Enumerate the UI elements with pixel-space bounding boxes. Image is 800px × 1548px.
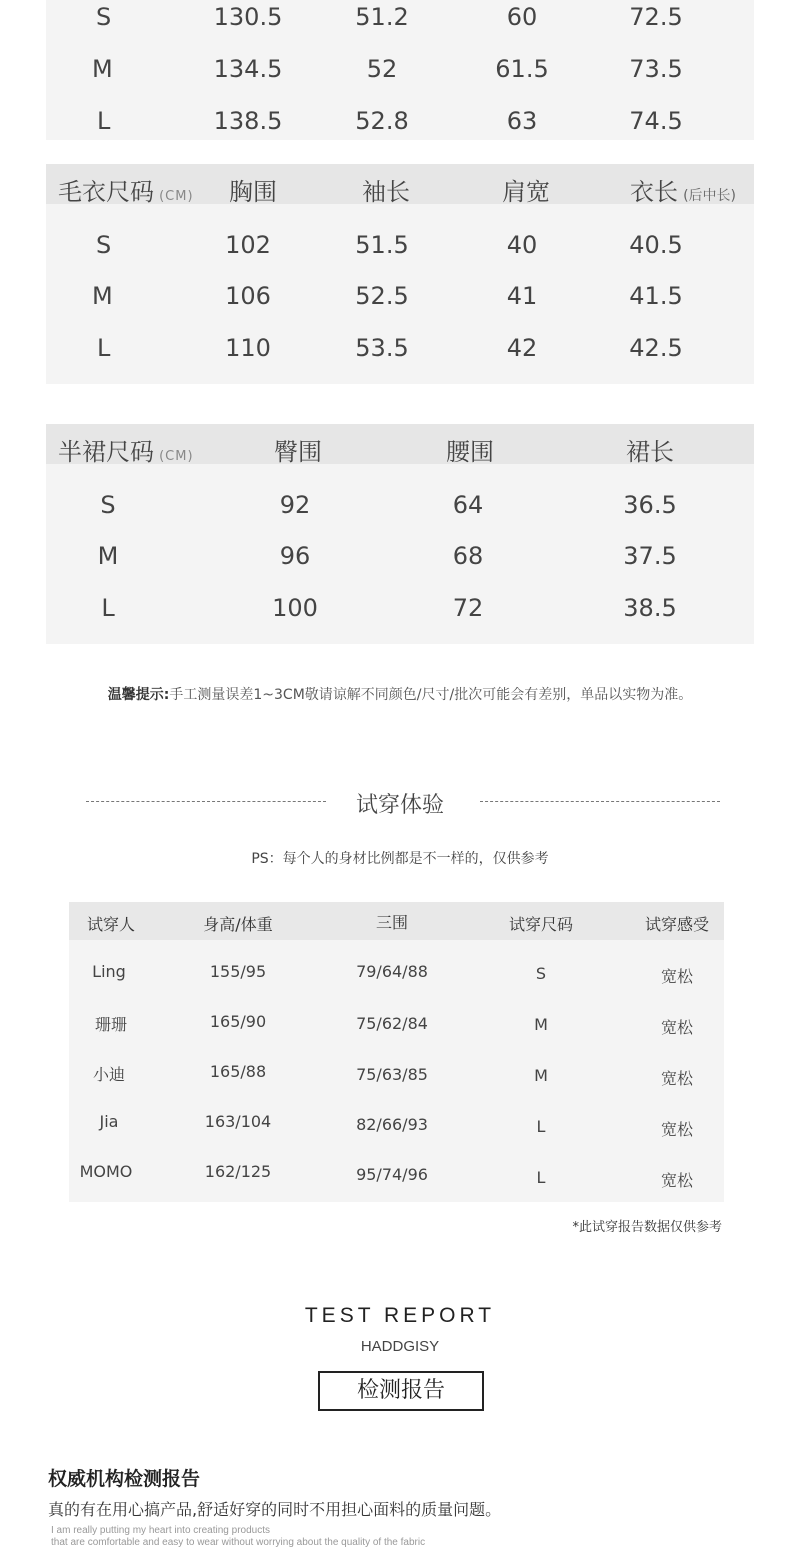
table-cell: 37.5	[623, 542, 677, 570]
try-on-title-text: 试穿体验	[355, 793, 444, 818]
warm-tip-text: 手工测量误差1~3CM敬请谅解不同颜色/尺寸/批次可能会有差别，单品以实物为准。	[169, 687, 693, 703]
table-cell: 52.5	[355, 282, 409, 310]
table-cell: 95/74/96	[356, 1165, 428, 1184]
header-length-label: 衣长	[630, 178, 678, 206]
table-cell: 82/66/93	[356, 1115, 428, 1134]
skirt-table-title	[58, 432, 194, 467]
try-on-note: *此试穿报告数据仅供参考	[572, 1220, 722, 1235]
table-cell: 宽松	[660, 967, 694, 986]
size-label: S	[96, 231, 112, 259]
table-cell: 宽松	[660, 1120, 694, 1139]
warm-tip-label: 温馨提示:	[107, 687, 170, 703]
table-cell: MOMO	[79, 1162, 133, 1181]
table-cell: 珊珊	[94, 1015, 128, 1034]
table-cell: 155/95	[209, 962, 267, 981]
size-label: L	[97, 334, 111, 362]
table-cell: 110	[225, 334, 271, 362]
test-report-title: TEST REPORT	[304, 1304, 496, 1327]
table-cell: 75/62/84	[356, 1014, 428, 1033]
try-on-ps: PS：每个人的身材比例都是不一样的，仅供参考	[251, 851, 549, 867]
table-cell: 36.5	[623, 491, 677, 519]
table-cell: M	[534, 1066, 548, 1085]
table-cell: 小迪	[92, 1065, 126, 1084]
table-cell: 51.2	[355, 3, 409, 31]
table-cell: M	[534, 1015, 548, 1034]
table-cell: 52	[366, 55, 398, 83]
header-sleeve: 袖长	[362, 178, 410, 206]
authority-subtitle: 真的有在用心搞产品,舒适好穿的同时不用担心面料的质量问题。	[48, 1500, 502, 1519]
sweater-size-table	[46, 164, 754, 384]
sweater-table-title	[58, 172, 194, 207]
header-feeling: 试穿感受	[644, 915, 710, 934]
table-cell: 64	[452, 491, 484, 519]
table-cell: 宽松	[660, 1171, 694, 1190]
table-cell: 宽松	[660, 1018, 694, 1037]
table-cell: 40.5	[629, 231, 683, 259]
table-cell: 42.5	[629, 334, 683, 362]
size-label: L	[101, 594, 115, 622]
size-label: M	[92, 282, 113, 310]
table-cell: L	[536, 1117, 546, 1136]
table-cell: 53.5	[355, 334, 409, 362]
table-cell: 63	[506, 107, 538, 135]
table-cell: Jia	[99, 1112, 119, 1131]
unit-label: (CM)	[159, 189, 194, 204]
table-cell: 52.8	[355, 107, 409, 135]
table-cell: 163/104	[204, 1112, 272, 1131]
header-height-weight: 身高/体重	[203, 915, 273, 934]
header-shoulder: 肩宽	[502, 178, 550, 206]
top-size-table	[46, 0, 754, 140]
size-label: M	[92, 55, 113, 83]
table-title: 半裙尺码	[58, 438, 154, 466]
header-measurements: 三围	[375, 913, 409, 932]
header-tester: 试穿人	[86, 915, 136, 934]
try-on-title	[0, 788, 800, 818]
table-cell: 100	[272, 594, 318, 622]
table-cell: S	[535, 964, 547, 983]
table-cell: 72.5	[629, 3, 683, 31]
table-cell: 106	[225, 282, 271, 310]
table-cell: 96	[279, 542, 311, 570]
table-cell: 75/63/85	[356, 1065, 428, 1084]
table-title: 毛衣尺码	[58, 178, 154, 206]
table-cell: 162/125	[204, 1162, 272, 1181]
table-cell: L	[536, 1168, 546, 1187]
table-cell: 38.5	[623, 594, 677, 622]
test-report-button[interactable]: 检测报告	[318, 1371, 484, 1411]
header-length	[630, 172, 736, 207]
table-cell: 74.5	[629, 107, 683, 135]
table-cell: 51.5	[355, 231, 409, 259]
table-cell: 68	[452, 542, 484, 570]
size-label: S	[100, 491, 116, 519]
table-cell: 138.5	[213, 107, 283, 135]
table-cell: 130.5	[213, 3, 283, 31]
brand-name: HADDGISY	[360, 1338, 440, 1355]
header-waist: 腰围	[446, 438, 494, 466]
table-cell: 40	[506, 231, 538, 259]
table-cell: 60	[506, 3, 538, 31]
size-label: L	[97, 107, 111, 135]
table-cell: 73.5	[629, 55, 683, 83]
size-label: M	[97, 542, 119, 570]
table-cell: 宽松	[660, 1069, 694, 1088]
table-cell: 42	[506, 334, 538, 362]
header-length-note: (后中长)	[683, 188, 737, 204]
header-skirt-length: 裙长	[626, 438, 674, 466]
authority-english-line2: that are comfortable and easy to wear without worrying about the quality of the fabric	[51, 1537, 426, 1548]
warm-tip	[0, 684, 800, 704]
table-cell: 134.5	[213, 55, 283, 83]
authority-english-line1: I am really putting my heart into creating products	[51, 1525, 270, 1536]
header-chest: 胸围	[229, 178, 277, 206]
header-size: 试穿尺码	[508, 915, 574, 934]
authority-title: 权威机构检测报告	[48, 1468, 201, 1490]
table-cell: Ling	[92, 962, 126, 981]
table-cell: 72	[452, 594, 484, 622]
table-cell: 79/64/88	[356, 962, 428, 981]
try-on-table	[69, 902, 724, 1202]
table-cell: 41.5	[629, 282, 683, 310]
table-cell: 102	[225, 231, 271, 259]
table-cell: 92	[279, 491, 311, 519]
table-cell: 165/88	[209, 1062, 267, 1081]
header-hip: 臀围	[274, 438, 322, 466]
unit-label: (CM)	[159, 449, 194, 464]
skirt-size-table	[46, 424, 754, 644]
table-cell: 61.5	[495, 55, 549, 83]
table-cell: 41	[506, 282, 538, 310]
table-cell: 165/90	[209, 1012, 267, 1031]
size-label: S	[96, 3, 112, 31]
